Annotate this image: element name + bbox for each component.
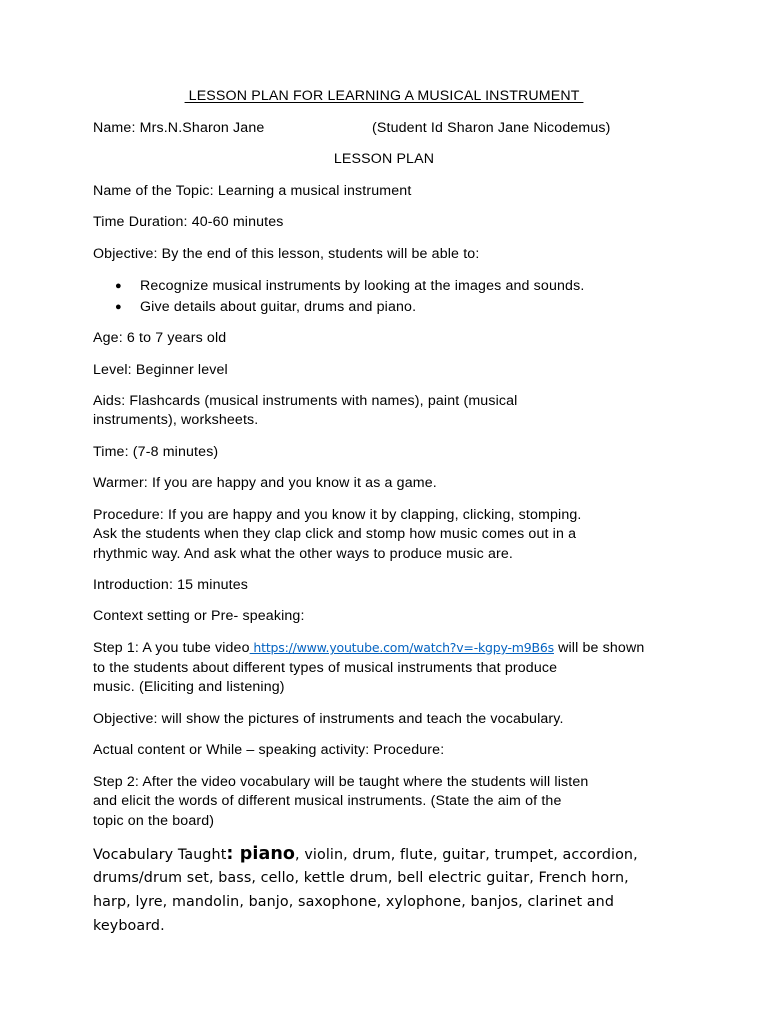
duration-line: Time Duration: 40-60 minutes bbox=[93, 214, 284, 230]
objective2-line: Objective: will show the pictures of instruments and teach the vocabulary. bbox=[93, 711, 564, 727]
introduction-line: Introduction: 15 minutes bbox=[93, 577, 249, 593]
document-title: LESSON PLAN FOR LEARNING A MUSICAL INSTRUMENT bbox=[184, 88, 584, 104]
vocab-line-4: keyboard. bbox=[93, 918, 165, 934]
step2-line-2: and elicit the words of different musical instruments. (State the aim of the bbox=[93, 793, 562, 809]
step1-line-2: to the students about different types of musical instruments that produce bbox=[93, 660, 558, 676]
aids-line-1: Aids: Flashcards (musical instruments with names), paint (musical bbox=[93, 393, 518, 409]
time-line: Time: (7-8 minutes) bbox=[93, 444, 219, 460]
aids-line-2: instruments), worksheets. bbox=[93, 412, 259, 428]
vocab-list-rest: , violin, drum, flute, guitar, trumpet, accordion, bbox=[295, 847, 638, 863]
objective-item: Give details about guitar, drums and piano. bbox=[140, 299, 417, 315]
procedure-line-1: Procedure: If you are happy and you know it by clapping, clicking, stomping. bbox=[93, 507, 582, 523]
objective-item: Recognize musical instruments by looking at the images and sounds. bbox=[140, 278, 585, 294]
step1-line-3: music. (Eliciting and listening) bbox=[93, 679, 285, 695]
bullet-icon: ● bbox=[115, 280, 122, 292]
step1-suffix: will be shown bbox=[553, 640, 645, 656]
level-line: Level: Beginner level bbox=[93, 362, 228, 378]
step2-line-3: topic on the board) bbox=[93, 813, 215, 829]
vocab-label: Vocabulary Taught bbox=[93, 847, 227, 863]
youtube-link[interactable]: https://www.youtube.com/watch?v=-kgpy-m9B6s bbox=[249, 640, 554, 655]
student-id: (Student Id Sharon Jane Nicodemus) bbox=[372, 120, 611, 136]
lesson-plan-heading: LESSON PLAN bbox=[333, 151, 435, 167]
actual-content-line: Actual content or While – speaking activity: Procedure: bbox=[93, 742, 445, 758]
context-line: Context setting or Pre- speaking: bbox=[93, 608, 305, 624]
step1-prefix: Step 1: A you tube video bbox=[93, 640, 250, 656]
step1-line-1 bbox=[93, 638, 644, 658]
vocab-line-2: drums/drum set, bass, cello, kettle drum, bell electric guitar, French horn, bbox=[93, 870, 629, 886]
procedure-line-2: Ask the students when they clap click and stomp how music comes out in a bbox=[93, 526, 577, 542]
vocab-piano: piano bbox=[239, 844, 296, 864]
procedure-line-3: rhythmic way. And ask what the other ways to produce music are. bbox=[93, 546, 514, 562]
vocab-line-3: harp, lyre, mandolin, banjo, saxophone, xylophone, banjos, clarinet and bbox=[93, 894, 614, 910]
name-row bbox=[93, 118, 693, 138]
topic-line: Name of the Topic: Learning a musical instrument bbox=[93, 183, 412, 199]
vocab-colon: : bbox=[226, 844, 240, 864]
bullet-icon: ● bbox=[115, 301, 122, 313]
step2-line-1: Step 2: After the video vocabulary will be taught where the students will listen bbox=[93, 774, 589, 790]
warmer-line: Warmer: If you are happy and you know it as a game. bbox=[93, 475, 437, 491]
age-line: Age: 6 to 7 years old bbox=[93, 330, 227, 346]
teacher-name: Name: Mrs.N.Sharon Jane bbox=[93, 120, 265, 136]
objective-intro: Objective: By the end of this lesson, students will be able to: bbox=[93, 246, 480, 262]
vocab-line-1 bbox=[93, 842, 638, 867]
